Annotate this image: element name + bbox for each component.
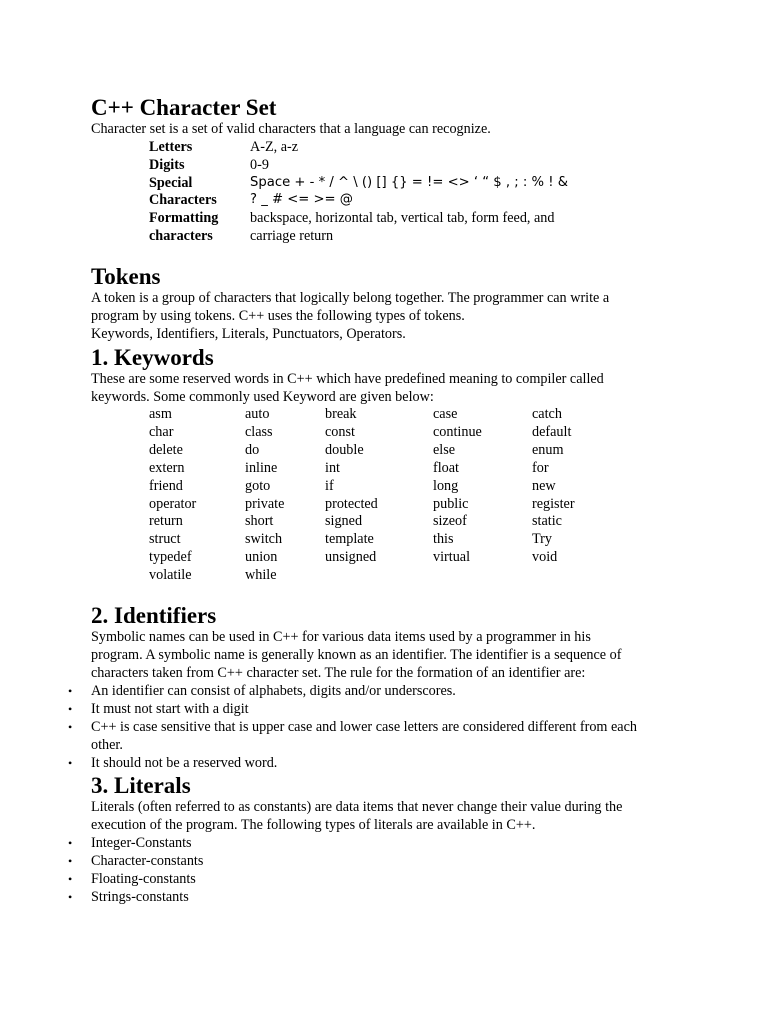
charset-value: ? _ # <= >= @ (250, 192, 353, 207)
charset-label: Letters (149, 139, 193, 155)
list-item: Floating-constants (91, 871, 196, 887)
keywords-heading: 1. Keywords (91, 345, 214, 370)
keyword-cell: return (149, 513, 183, 530)
identifiers-paragraph: program. A symbolic name is generally known as an identifier. The identifier is a sequence of (91, 647, 622, 663)
keyword-cell: if (325, 477, 334, 494)
keyword-cell: while (245, 567, 277, 584)
keyword-cell: union (245, 549, 278, 566)
keyword-cell: for (532, 459, 549, 476)
tokens-paragraph: Keywords, Identifiers, Literals, Punctuators, Operators. (91, 326, 406, 342)
list-item: It must not start with a digit (91, 701, 249, 717)
list-item: It should not be a reserved word. (91, 755, 278, 771)
keyword-cell: friend (149, 477, 183, 494)
bullet-icon: • (68, 684, 73, 698)
list-item: C++ is case sensitive that is upper case and lower case letters are considered different from each (91, 719, 637, 735)
keyword-cell: protected (325, 495, 378, 512)
keyword-cell: virtual (433, 549, 471, 566)
keyword-cell: catch (532, 406, 562, 422)
keyword-cell: goto (245, 477, 271, 494)
keyword-cell: case (433, 406, 458, 422)
list-item: Character-constants (91, 853, 204, 869)
keyword-cell: template (325, 531, 374, 548)
charset-value: backspace, horizontal tab, vertical tab, form feed, and (250, 210, 555, 226)
keyword-cell: class (245, 423, 273, 440)
charset-label: Special (149, 175, 193, 191)
keyword-cell: char (149, 423, 174, 440)
charset-label: Characters (149, 192, 217, 208)
identifiers-paragraph: Symbolic names can be used in C++ for various data items used by a programmer in his (91, 629, 591, 645)
keyword-cell: double (325, 441, 364, 458)
charset-heading: C++ Character Set (91, 95, 277, 120)
keyword-cell: auto (245, 406, 270, 422)
keyword-cell: const (325, 423, 355, 440)
charset-value: 0-9 (250, 157, 269, 173)
keywords-paragraph: These are some reserved words in C++ which have predefined meaning to compiler called (91, 371, 604, 387)
keyword-cell: operator (149, 495, 197, 512)
bullet-icon: • (68, 872, 73, 886)
bullet-icon: • (68, 756, 73, 770)
identifiers-paragraph: characters taken from C++ character set. The rule for the formation of an identifier are: (91, 665, 586, 681)
keyword-cell: default (532, 423, 572, 440)
literals-paragraph: execution of the program. The following types of literals are available in C++. (91, 817, 536, 833)
keyword-cell: switch (245, 531, 283, 548)
bullet-icon: • (68, 854, 73, 868)
keyword-cell: enum (532, 441, 564, 458)
keyword-cell: continue (433, 423, 482, 440)
keyword-cell: volatile (149, 567, 192, 584)
keyword-cell: else (433, 441, 456, 458)
keyword-cell: Try (532, 531, 552, 548)
keyword-cell: break (325, 406, 357, 422)
charset-intro: Character set is a set of valid characters that a language can recognize. (91, 121, 491, 137)
charset-value: A-Z, a-z (250, 139, 299, 155)
keyword-cell: inline (245, 459, 278, 476)
list-item: Integer-Constants (91, 835, 192, 851)
list-item-continued: other. (91, 737, 123, 753)
keyword-cell: asm (149, 406, 172, 422)
bullet-icon: • (68, 702, 73, 716)
keyword-cell: public (433, 495, 469, 512)
charset-value: carriage return (250, 228, 334, 244)
keyword-cell: extern (149, 459, 185, 476)
keyword-cell: void (532, 549, 558, 566)
keywords-paragraph: keywords. Some commonly used Keyword are given below: (91, 389, 434, 405)
charset-label: Formatting (149, 210, 219, 226)
keyword-cell: new (532, 477, 556, 494)
keyword-cell: long (433, 477, 459, 494)
keyword-cell: private (245, 495, 285, 512)
literals-paragraph: Literals (often referred to as constants) are data items that never change their value during the (91, 799, 623, 815)
keyword-cell: register (532, 495, 575, 512)
keyword-cell: this (433, 531, 454, 548)
tokens-heading: Tokens (91, 264, 161, 289)
bullet-icon: • (68, 720, 73, 734)
charset-value: Space + - * / ^ \ () [] {} = != <> ‘ “ $ , ; : % ! & (250, 175, 568, 190)
keyword-cell: struct (149, 531, 181, 548)
charset-label: characters (149, 228, 213, 244)
keyword-cell: sizeof (433, 513, 467, 530)
keyword-cell: int (325, 459, 340, 476)
bullet-icon: • (68, 890, 73, 904)
list-item: An identifier can consist of alphabets, digits and/or underscores. (91, 683, 456, 699)
keyword-cell: float (433, 459, 459, 476)
keyword-cell: unsigned (325, 549, 377, 566)
tokens-paragraph: A token is a group of characters that logically belong together. The programmer can write a (91, 290, 610, 306)
keyword-cell: do (245, 441, 260, 458)
keyword-cell: signed (325, 513, 363, 530)
bullet-icon: • (68, 836, 73, 850)
list-item: Strings-constants (91, 889, 189, 905)
keyword-cell: short (245, 513, 274, 530)
charset-label: Digits (149, 157, 185, 173)
keyword-cell: delete (149, 441, 183, 458)
keyword-cell: typedef (149, 549, 192, 566)
tokens-paragraph: program by using tokens. C++ uses the following types of tokens. (91, 308, 465, 324)
literals-heading: 3. Literals (91, 773, 191, 798)
keyword-cell: static (532, 513, 562, 530)
identifiers-heading: 2. Identifiers (91, 603, 217, 628)
